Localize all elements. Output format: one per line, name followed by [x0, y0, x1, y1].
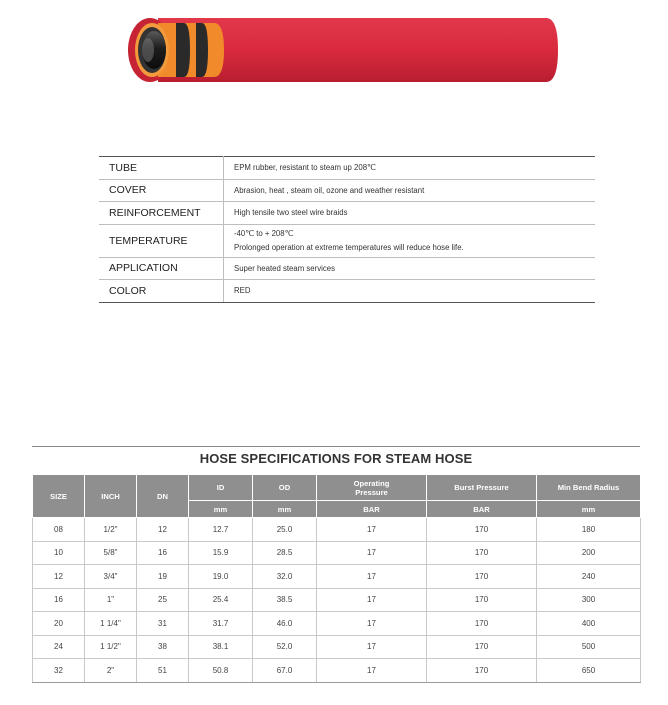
cell-id: 50.8: [189, 659, 253, 683]
cell-inch: 1 1/4": [85, 612, 137, 636]
cell-id: 19.0: [189, 565, 253, 589]
cell-burst-pressure: 170: [427, 565, 537, 589]
cell-size: 20: [33, 612, 85, 636]
property-value-line1: -40℃ to + 208℃: [234, 229, 294, 238]
table-row: [33, 541, 641, 565]
unit-operating-pressure: BAR: [317, 501, 427, 518]
unit-burst-pressure: BAR: [427, 501, 537, 518]
cell-id: 25.4: [189, 588, 253, 612]
cell-inch: 1": [85, 588, 137, 612]
cell-dn: 38: [137, 635, 189, 659]
property-value: EPM rubber, resistant to steam up 208℃: [224, 157, 596, 180]
table-row: [33, 518, 641, 542]
cell-burst-pressure: 170: [427, 518, 537, 542]
cell-operating-pressure: 17: [317, 518, 427, 542]
cell-id: 12.7: [189, 518, 253, 542]
cell-burst-pressure: 170: [427, 612, 537, 636]
property-label: COVER: [99, 179, 224, 202]
cell-od: 52.0: [253, 635, 317, 659]
header-dn: DN: [137, 475, 189, 518]
property-value-line2: Prolonged operation at extreme temperatures will reduce hose life.: [234, 243, 464, 252]
cell-od: 28.5: [253, 541, 317, 565]
cell-inch: 3/4": [85, 565, 137, 589]
property-label: TUBE: [99, 157, 224, 180]
header-od: OD: [253, 475, 317, 501]
property-label: APPLICATION: [99, 257, 224, 280]
cell-min-bend-radius: 300: [537, 588, 641, 612]
cell-min-bend-radius: 200: [537, 541, 641, 565]
cell-dn: 12: [137, 518, 189, 542]
property-row-color: [99, 280, 595, 303]
cell-size: 24: [33, 635, 85, 659]
cell-od: 32.0: [253, 565, 317, 589]
cell-operating-pressure: 17: [317, 635, 427, 659]
cell-operating-pressure: 17: [317, 565, 427, 589]
property-row-cover: [99, 179, 595, 202]
unit-id: mm: [189, 501, 253, 518]
property-value: [224, 224, 596, 257]
property-value: RED: [224, 280, 596, 303]
cell-burst-pressure: 170: [427, 659, 537, 683]
cell-id: 15.9: [189, 541, 253, 565]
header-min-bend-radius: Min Bend Radius: [537, 475, 641, 501]
property-row-reinforcement: [99, 202, 595, 225]
cell-dn: 25: [137, 588, 189, 612]
cell-dn: 31: [137, 612, 189, 636]
cell-id: 38.1: [189, 635, 253, 659]
table-row: [33, 588, 641, 612]
cell-size: 08: [33, 518, 85, 542]
cell-operating-pressure: 17: [317, 659, 427, 683]
header-inch: INCH: [85, 475, 137, 518]
cell-id: 31.7: [189, 612, 253, 636]
cell-od: 46.0: [253, 612, 317, 636]
property-label: REINFORCEMENT: [99, 202, 224, 225]
cell-od: 38.5: [253, 588, 317, 612]
cell-size: 16: [33, 588, 85, 612]
cell-min-bend-radius: 240: [537, 565, 641, 589]
cell-operating-pressure: 17: [317, 588, 427, 612]
header-size: SIZE: [33, 475, 85, 518]
table-row: [33, 565, 641, 589]
cell-inch: 1 1/2": [85, 635, 137, 659]
spec-title: HOSE SPECIFICATIONS FOR STEAM HOSE: [199, 451, 473, 466]
cell-min-bend-radius: 650: [537, 659, 641, 683]
property-row-application: [99, 257, 595, 280]
unit-min-bend-radius: mm: [537, 501, 641, 518]
table-row: [33, 612, 641, 636]
header-burst-pressure: Burst Pressure: [427, 475, 537, 501]
header-operating-pressure: Operating Pressure: [317, 475, 427, 501]
cell-dn: 16: [137, 541, 189, 565]
cell-operating-pressure: 17: [317, 541, 427, 565]
cell-inch: 5/8": [85, 541, 137, 565]
hose-cutaway-illustration: [118, 14, 562, 86]
reinforcement-dark-band-2: [196, 23, 208, 77]
inner-bore: [142, 38, 154, 62]
cell-burst-pressure: 170: [427, 588, 537, 612]
cell-dn: 51: [137, 659, 189, 683]
property-row-tube: [99, 157, 595, 180]
cell-od: 67.0: [253, 659, 317, 683]
cell-od: 25.0: [253, 518, 317, 542]
cell-burst-pressure: 170: [427, 541, 537, 565]
cell-inch: 1/2": [85, 518, 137, 542]
cell-min-bend-radius: 180: [537, 518, 641, 542]
spec-table: [32, 474, 641, 683]
cell-operating-pressure: 17: [317, 612, 427, 636]
property-label: TEMPERATURE: [99, 224, 224, 257]
unit-od: mm: [253, 501, 317, 518]
cell-size: 10: [33, 541, 85, 565]
property-row-temperature: [99, 224, 595, 257]
cell-min-bend-radius: 500: [537, 635, 641, 659]
properties-table: [99, 156, 595, 303]
cell-size: 12: [33, 565, 85, 589]
cell-inch: 2": [85, 659, 137, 683]
property-value: Abrasion, heat , steam oil, ozone and weather resistant: [224, 179, 596, 202]
cell-burst-pressure: 170: [427, 635, 537, 659]
cell-dn: 19: [137, 565, 189, 589]
property-value: Super heated steam services: [224, 257, 596, 280]
cell-min-bend-radius: 400: [537, 612, 641, 636]
property-value: High tensile two steel wire braids: [224, 202, 596, 225]
cell-size: 32: [33, 659, 85, 683]
header-id: ID: [189, 475, 253, 501]
spec-divider: [32, 446, 640, 447]
table-row: [33, 659, 641, 683]
reinforcement-dark-band: [176, 23, 190, 77]
property-label: COLOR: [99, 280, 224, 303]
table-row: [33, 635, 641, 659]
